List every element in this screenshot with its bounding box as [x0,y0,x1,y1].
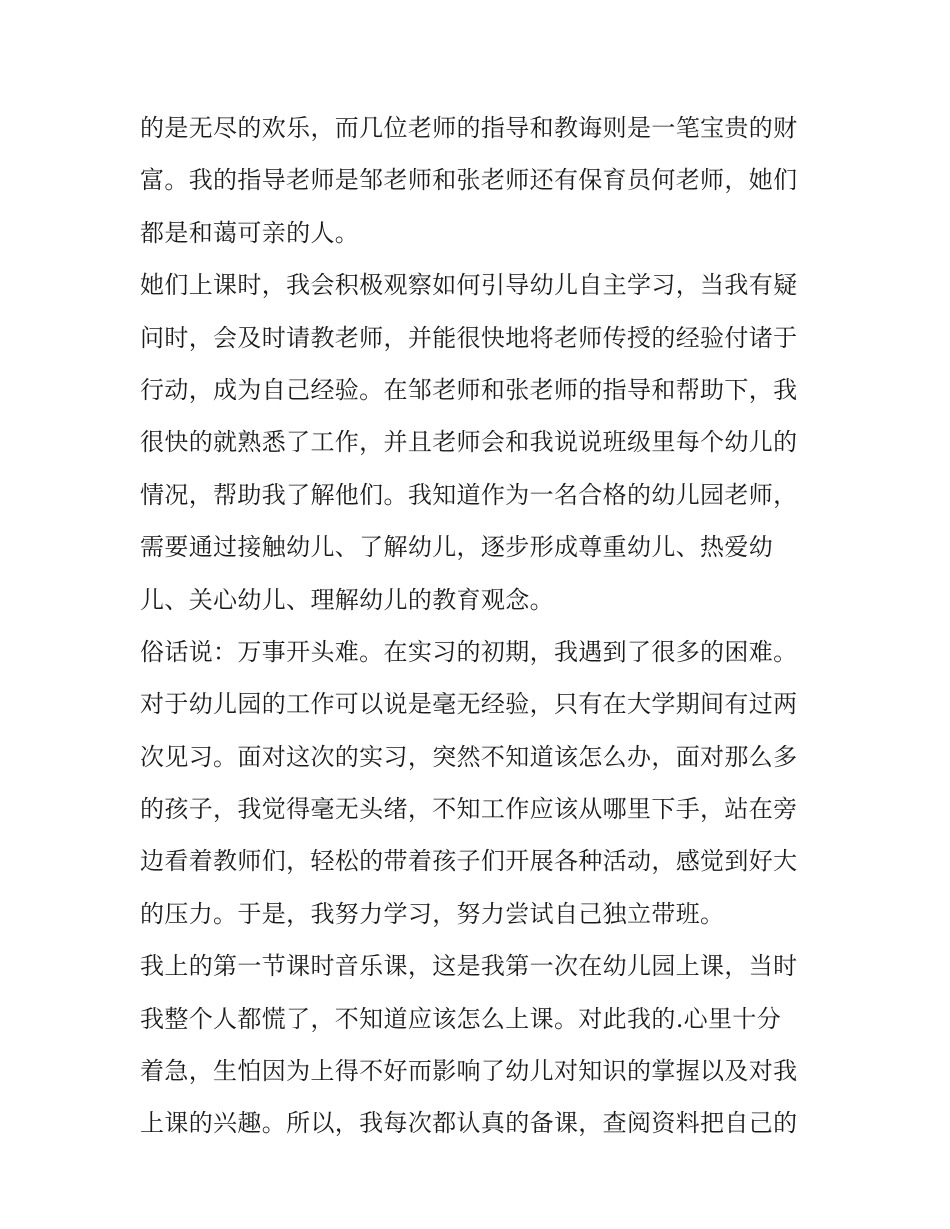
text-line: 行动，成为自己经验。在邹老师和张老师的指导和帮助下，我 [140,375,798,404]
body-text [140,102,820,1150]
text-line: 的孩子，我觉得毫无头绪，不知工作应该从哪里下手，站在旁 [140,795,798,824]
text-line: 需要通过接触幼儿、了解幼儿，逐步形成尊重幼儿、热爱幼 [140,533,774,562]
text-line: 很快的就熟悉了工作，并且老师会和我说说班级里每个幼儿的 [140,428,798,457]
text-line: 着急，生怕因为上得不好而影响了幼儿对知识的掌握以及对我 [140,1057,798,1086]
text-line: 问时，会及时请教老师，并能很快地将老师传授的经验付诸于 [140,323,798,352]
text-line: 我整个人都慌了，不知道应该怎么上课。对此我的.心里十分 [140,1004,782,1033]
text-line: 富。我的指导老师是邹老师和张老师还有保育员何老师，她们 [140,166,798,195]
text-line: 上课的兴趣。所以，我每次都认真的备课，查阅资料把自己的 [140,1109,798,1138]
text-line: 的压力。于是，我努力学习，努力尝试自己独立带班。 [140,899,725,928]
text-line: 都是和蔼可亲的人。 [140,218,360,247]
text-line: 边看着教师们，轻松的带着孩子们开展各种活动，感觉到好大 [140,847,798,876]
text-line: 对于幼儿园的工作可以说是毫无经验，只有在大学期间有过两 [140,690,798,719]
text-line: 情况，帮助我了解他们。我知道作为一名合格的幼儿园老师， [140,480,798,509]
text-line: 她们上课时，我会积极观察如何引导幼儿自主学习，当我有疑 [140,271,798,300]
text-line: 我上的第一节课时音乐课，这是我第一次在幼儿园上课，当时 [140,952,798,981]
text-line: 俗话说：万事开头难。在实习的初期，我遇到了很多的困难。 [140,637,798,666]
text-line: 儿、关心幼儿、理解幼儿的教育观念。 [140,585,554,614]
text-line: 次见习。面对这次的实习，突然不知道该怎么办，面对那么多 [140,742,798,771]
text-line: 的是无尽的欢乐，而几位老师的指导和教诲则是一笔宝贵的财 [140,114,798,142]
